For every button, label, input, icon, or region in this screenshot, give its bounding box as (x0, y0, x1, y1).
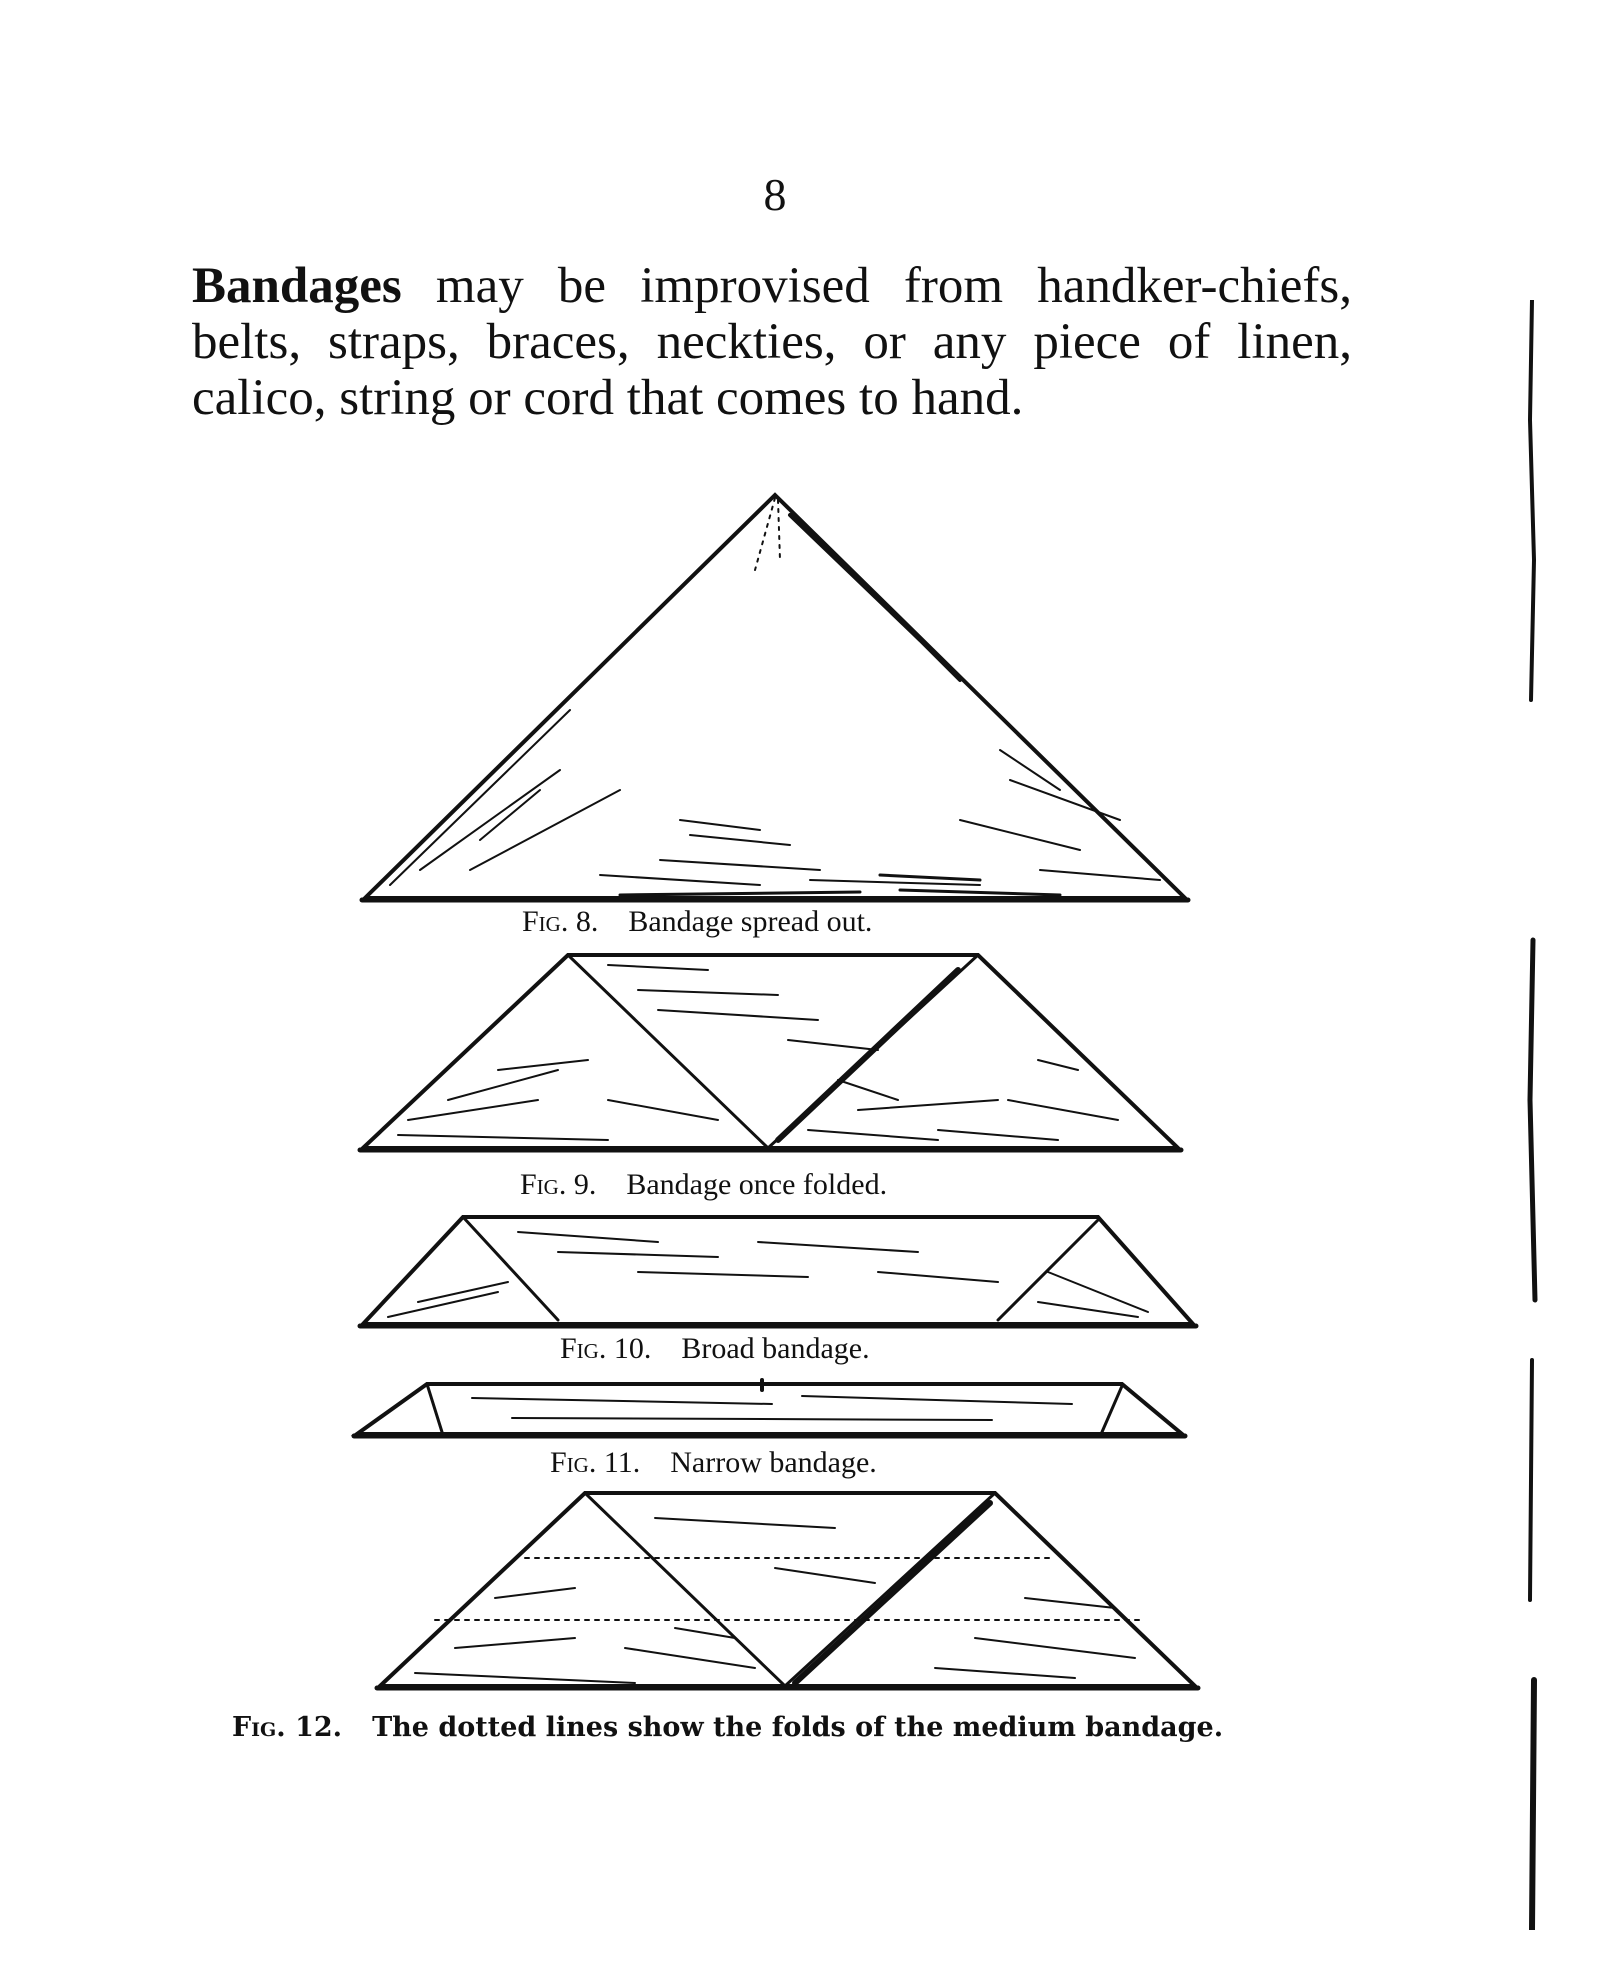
body-paragraph (192, 258, 1352, 426)
figure-9-caption (520, 1168, 887, 1202)
figure-9-illustration (358, 950, 1183, 1155)
figure-9-label: Fig. 9. (520, 1168, 597, 1201)
figure-12-illustration (375, 1488, 1200, 1693)
figure-8-caption (522, 905, 872, 939)
page-number: 8 (763, 169, 787, 220)
figure-10-caption (560, 1332, 870, 1366)
figure-12-text: The dotted lines show the folds of the medium bandage. (372, 1712, 1224, 1743)
figure-10-text: Broad bandage. (681, 1332, 870, 1365)
figure-11-text: Narrow bandage. (670, 1446, 877, 1479)
figure-11-label: Fig. 11. (550, 1446, 641, 1479)
page-edge-mark (1518, 300, 1548, 1930)
figure-10-label: Fig. 10. (560, 1332, 652, 1365)
paragraph-lead: Bandages (192, 258, 402, 314)
paragraph-text: may be improvised from handker-chiefs, belts, straps, braces, neckties, or any piece of linen, calico, string or cord that comes to hand. (192, 258, 1352, 426)
figure-8-label: Fig. 8. (522, 905, 599, 938)
figure-8-illustration (360, 490, 1190, 905)
figure-9-text: Bandage once folded. (626, 1168, 888, 1201)
figure-12-caption (232, 1712, 1223, 1743)
figure-8-text: Bandage spread out. (628, 905, 873, 938)
figure-12-label: Fig. 12. (232, 1712, 343, 1743)
figure-11-caption (550, 1446, 877, 1480)
figure-10-illustration (358, 1212, 1198, 1332)
figure-11-illustration (352, 1378, 1187, 1442)
